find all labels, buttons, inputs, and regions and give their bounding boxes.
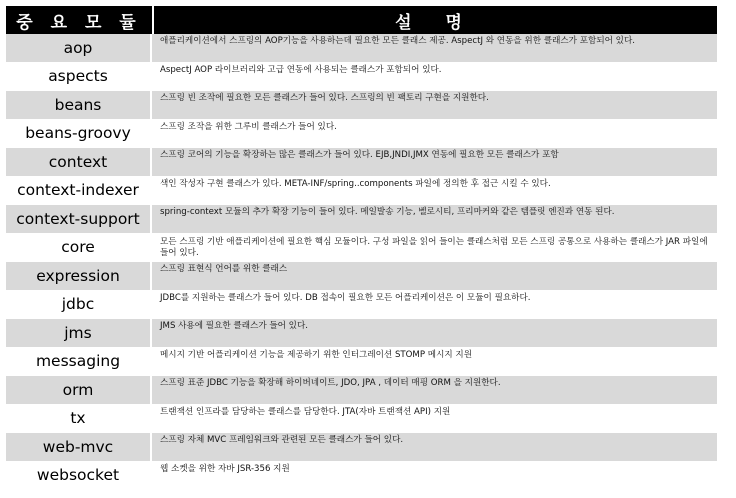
table-row — [6, 376, 717, 405]
module-name: context — [6, 148, 152, 176]
module-name: aop — [6, 34, 152, 62]
module-description: 스프링 코어의 기능을 확장하는 많은 클래스가 들어 있다. EJB,JNDI,JMX 연동에 필요한 모든 클래스가 포함 — [160, 150, 559, 160]
module-description: 메시지 기반 어플리케이션 기능을 제공하기 위한 인터그레이션 STOMP 메시지 지원 — [160, 349, 473, 360]
module-description: spring-context 모듈의 추가 확장 기능이 들어 있다. 메일발송 기능, 벨로시티, 프리마커와 같은 템플릿 엔진과 연동 된다. — [160, 207, 615, 217]
module-description: 스프링 표준 JDBC 기능을 확장해 하이버네이트, JDO, JPA , 데이터 매핑 ORM 을 지원한다. — [160, 378, 501, 388]
module-name: core — [6, 234, 152, 262]
table-row — [6, 462, 717, 491]
table-row — [6, 120, 717, 149]
table-row — [6, 262, 717, 291]
module-name: websocket — [6, 462, 152, 490]
module-description: 모든 스프링 기반 애플리케이션에 필요한 핵심 모듈이다. 구성 파일을 읽어 들이는 클래스처럼 모든 스프링 공통으로 사용하는 클래스가 JAR 파일에 들어 있다. — [160, 236, 708, 258]
module-description: JMS 사용에 필요한 클래스가 들어 있다. — [160, 321, 309, 331]
module-description: 스프링 자체 MVC 프레임워크와 관련된 모든 클래스가 들어 있다. — [160, 435, 404, 445]
module-name: orm — [6, 376, 152, 404]
module-description: JDBC를 지원하는 클래스가 들어 있다. DB 접속이 필요한 모든 어플리케이션은 이 모듈이 필요하다. — [160, 292, 531, 303]
module-name: context-indexer — [6, 177, 152, 205]
module-name: aspects — [6, 63, 152, 91]
module-description: 트랜잭션 인프라를 담당하는 클래스를 담당한다. JTA(자바 트랜잭션 API) 지원 — [160, 406, 451, 417]
table-body — [6, 34, 717, 490]
table-row — [6, 34, 717, 63]
module-name: beans-groovy — [6, 120, 152, 148]
modules-table — [6, 6, 717, 490]
table-row — [6, 319, 717, 348]
module-description: 애플리케이션에서 스프링의 AOP기능을 사용하는데 필요한 모든 클래스 제공. AspectJ 와 연동을 위한 클래스가 포함되어 있다. — [160, 36, 635, 46]
module-name: jdbc — [6, 291, 152, 319]
module-name: jms — [6, 319, 152, 347]
table-row — [6, 177, 717, 206]
header-description: 설 명 — [152, 6, 717, 34]
module-name: web-mvc — [6, 433, 152, 461]
table-row — [6, 148, 717, 177]
table-row — [6, 63, 717, 92]
module-description: 스프링 빈 조작에 필요한 모든 클래스가 들어 있다. 스프링의 빈 팩토리 구현을 지원한다. — [160, 93, 489, 103]
module-name: beans — [6, 91, 152, 119]
module-description: 스프링 표현식 언어를 위한 클래스 — [160, 264, 288, 274]
table-row — [6, 433, 717, 462]
table-header — [6, 6, 717, 34]
table-row — [6, 234, 717, 263]
table-row — [6, 405, 717, 434]
module-name: tx — [6, 405, 152, 433]
module-description: 스프링 조작을 위한 그루비 클래스가 들어 있다. — [160, 121, 337, 132]
table-row — [6, 205, 717, 234]
module-description: 웹 소켓을 위한 자바 JSR-356 지원 — [160, 463, 290, 474]
table-row — [6, 348, 717, 377]
header-module: 중 요 모 듈 — [16, 12, 142, 33]
module-description: 색인 작성자 구현 클래스가 있다. META-INF/spring..components 파일에 정의한 후 접근 시킬 수 있다. — [160, 178, 551, 189]
module-description: AspectJ AOP 라이브러리와 고급 연동에 사용되는 클래스가 포함되어 있다. — [160, 64, 442, 75]
module-name: context-support — [6, 205, 152, 233]
module-name: expression — [6, 262, 152, 290]
table-row — [6, 91, 717, 120]
module-name: messaging — [6, 348, 152, 376]
table-row — [6, 291, 717, 320]
